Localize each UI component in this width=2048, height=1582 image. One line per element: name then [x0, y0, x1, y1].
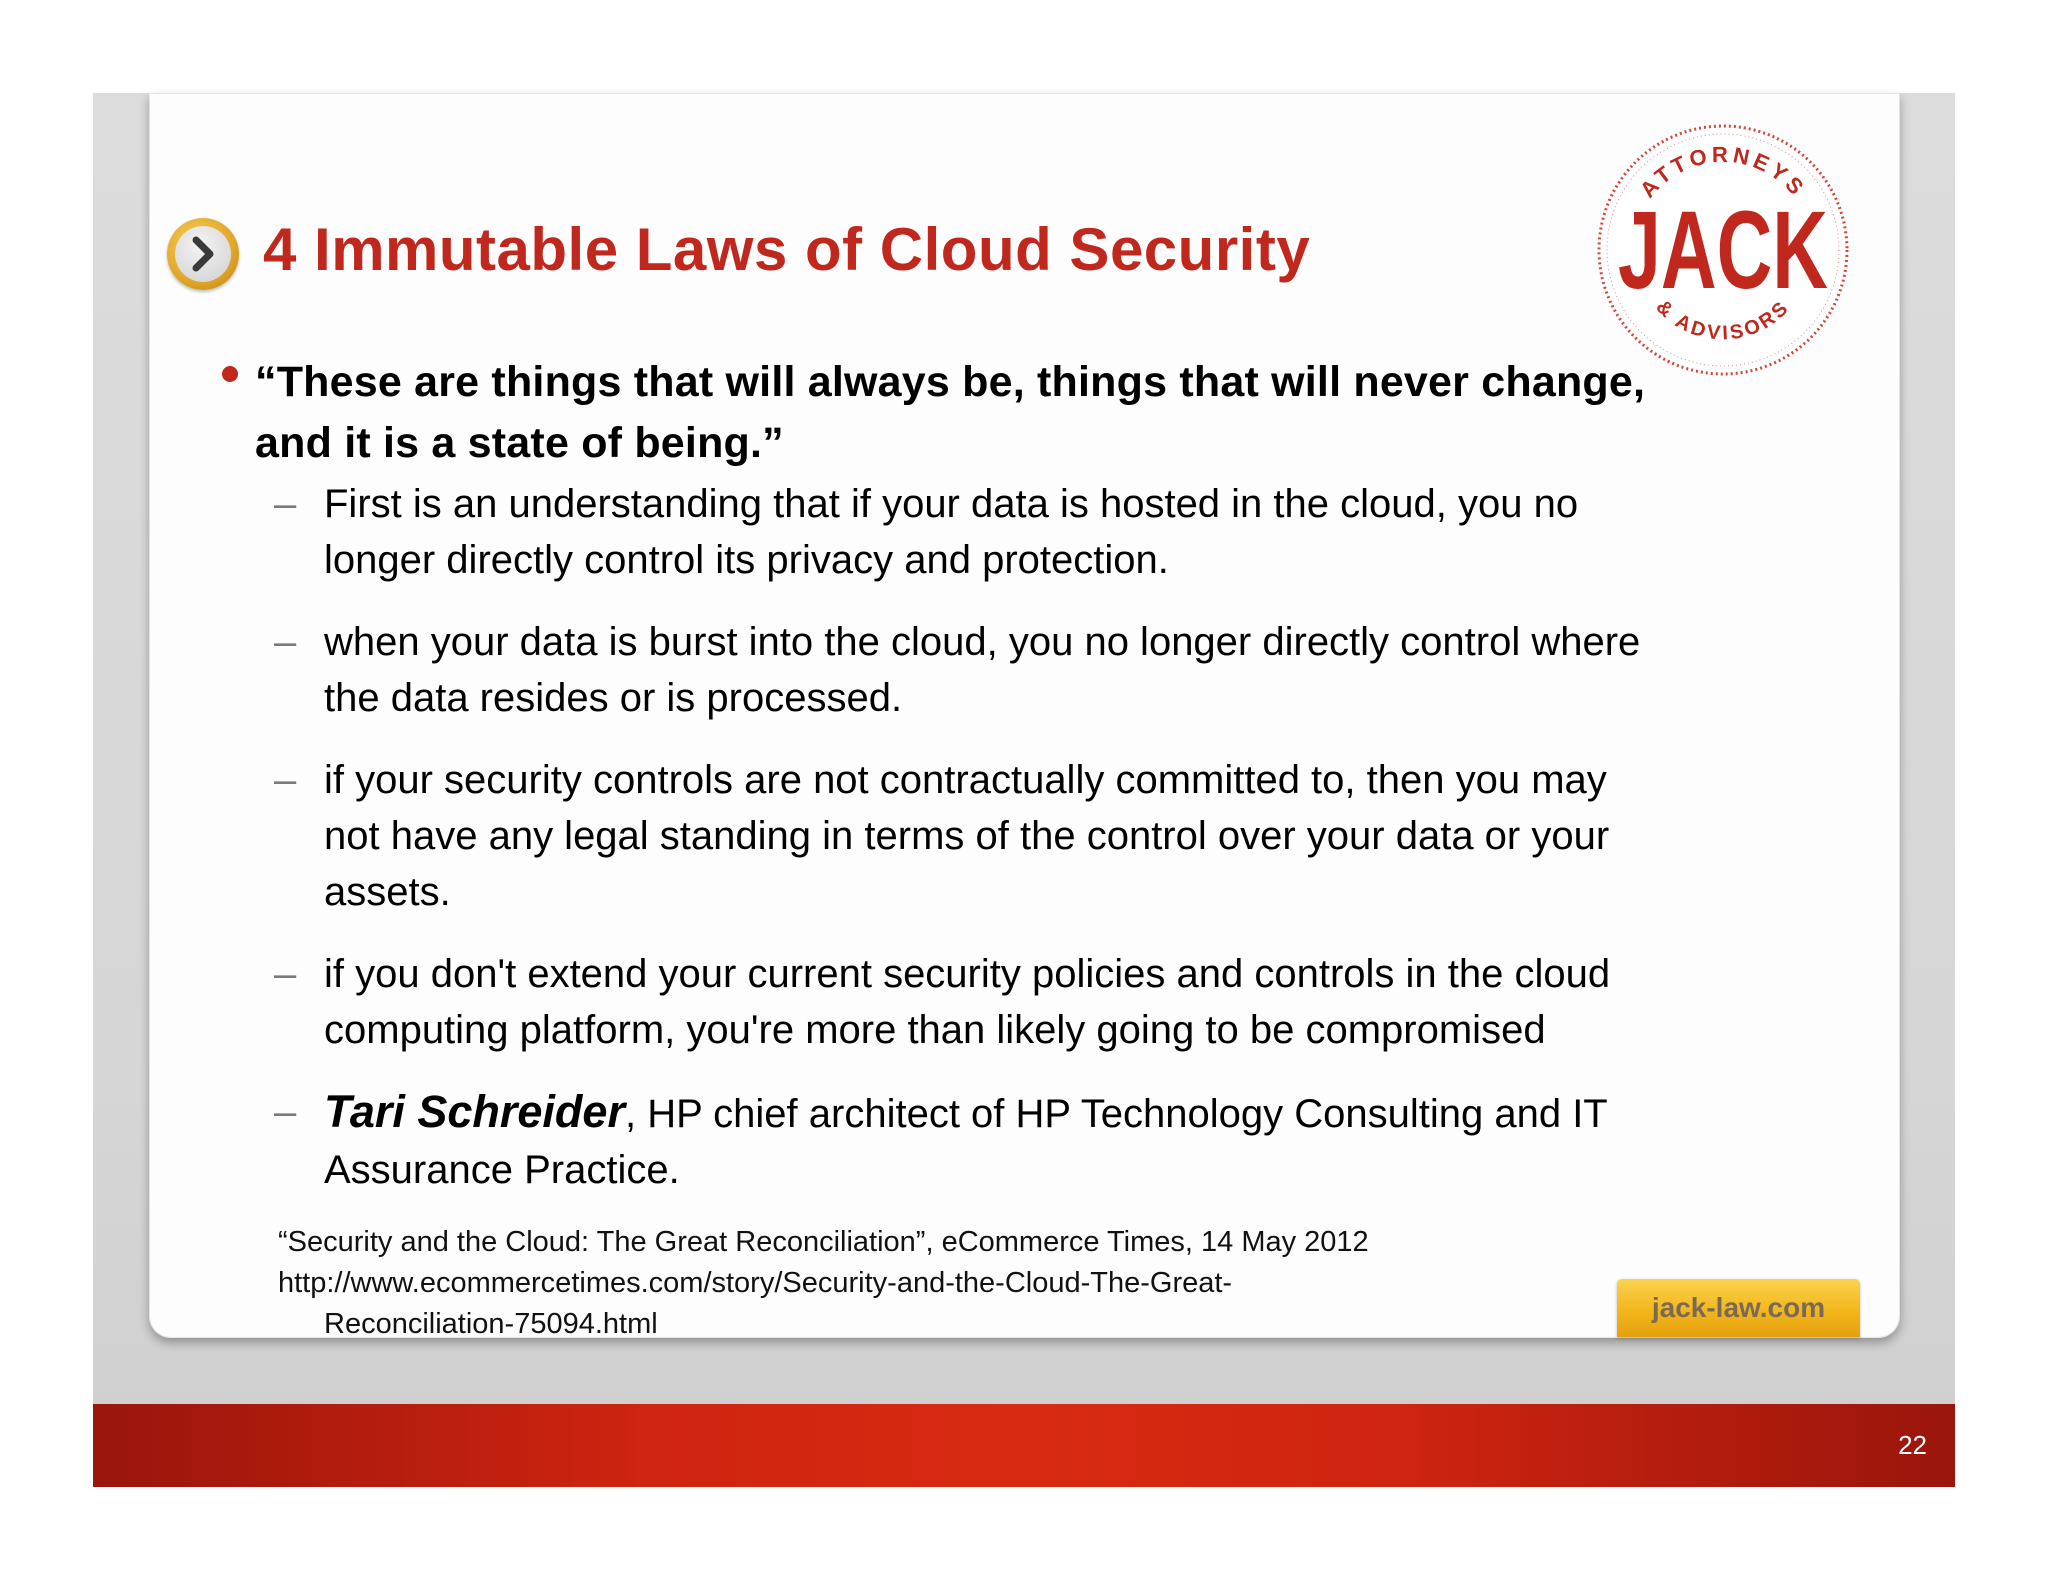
slide-body	[210, 352, 1770, 1198]
quote-line: “These are things that will always be, things that will never change,	[255, 358, 1646, 406]
attribution-role: , HP chief architect of HP Technology Consulting and IT	[624, 1092, 1608, 1136]
attribution	[210, 1084, 1770, 1198]
footer-bar	[93, 1404, 1955, 1487]
quote-line: and it is a state of being.”	[255, 419, 784, 467]
quote-bullet-item	[210, 352, 1770, 474]
sub-point	[210, 614, 1770, 726]
sub-point	[210, 946, 1770, 1058]
dash-marker: –	[274, 1090, 297, 1134]
dash-marker: –	[274, 482, 297, 526]
logo-main-text: JACK	[1618, 189, 1828, 312]
sub-point-line: if you don't extend your current security policies and controls in the cloud	[324, 952, 1611, 996]
citation-source: “Security and the Cloud: The Great Reconciliation”, eCommerce Times, 14 May 2012	[278, 1226, 1369, 1258]
quote-text	[255, 352, 1770, 474]
sub-point-line: computing platform, you're more than likely going to be compromised	[324, 1008, 1546, 1052]
dash-marker: –	[274, 952, 297, 996]
website-link-badge[interactable]: jack-law.com	[1617, 1279, 1860, 1337]
citation-url: http://www.ecommercetimes.com/story/Security-and-the-Cloud-The-Great-	[278, 1267, 1233, 1299]
sub-point-line: First is an understanding that if your data is hosted in the cloud, you no	[324, 482, 1579, 526]
logo-bottom-text: & ADVISORS	[1651, 295, 1795, 345]
bullet-dot-icon	[222, 366, 238, 382]
sub-point	[210, 476, 1770, 588]
sub-point-line: longer directly control its privacy and protection.	[324, 538, 1169, 582]
logo-top-text: ATTORNEYS	[1634, 141, 1812, 203]
sub-points-list	[210, 476, 1770, 1198]
dash-marker: –	[274, 758, 297, 802]
sub-point-line: the data resides or is processed.	[324, 676, 903, 720]
citation-url-continued: Reconciliation-75094.html	[324, 1308, 658, 1340]
sub-point-line: not have any legal standing in terms of the control over your data or your	[324, 814, 1610, 858]
jack-logo	[1593, 120, 1853, 380]
sub-point-line: when your data is burst into the cloud, you no longer directly control where	[324, 620, 1641, 664]
slide-title: 4 Immutable Laws of Cloud Security	[263, 216, 1311, 283]
chevron-right-icon	[167, 218, 239, 290]
attribution-name: Tari Schreider	[324, 1086, 625, 1137]
dash-marker: –	[274, 620, 297, 664]
attribution-line: Assurance Practice.	[324, 1148, 680, 1192]
sub-point-line: if your security controls are not contractually committed to, then you may	[324, 758, 1607, 802]
page-number: 22	[1898, 1430, 1927, 1460]
sub-point-line: assets.	[324, 870, 451, 914]
sub-point	[210, 752, 1770, 920]
citation	[278, 1222, 1578, 1345]
